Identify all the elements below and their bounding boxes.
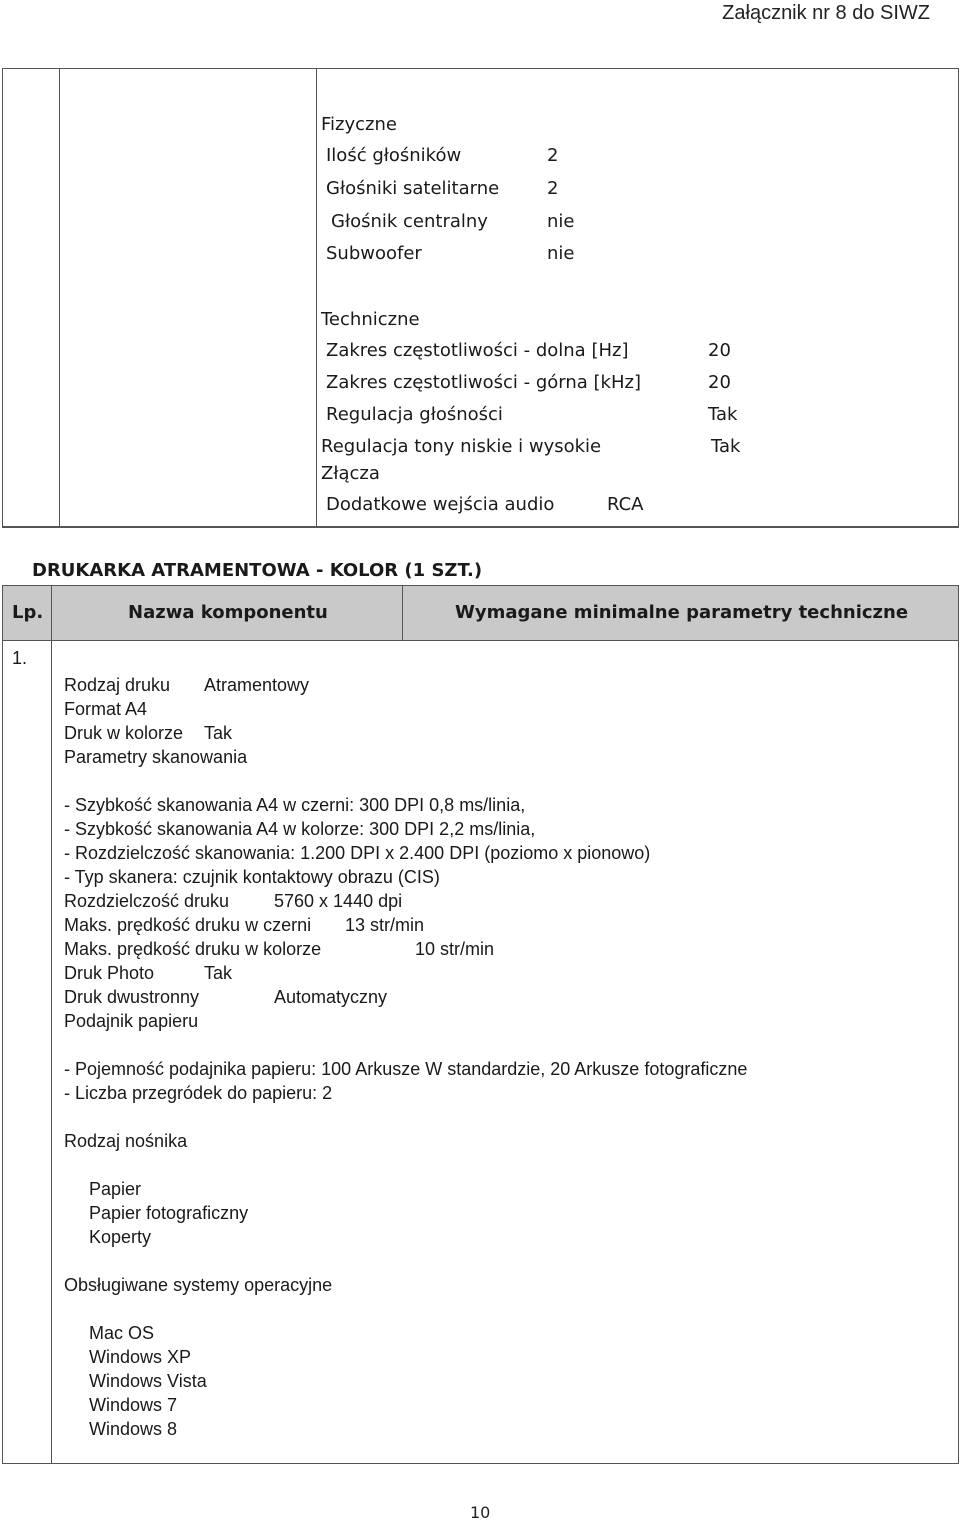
column-divider bbox=[51, 640, 52, 1463]
spec-value: 2 bbox=[547, 145, 559, 166]
spec-label: Regulacja głośności bbox=[326, 404, 503, 425]
spec-value: 20 bbox=[708, 372, 731, 393]
print-type-value: Atramentowy bbox=[204, 675, 310, 695]
speed-color-label: Maks. prędkość druku w kolorze bbox=[64, 939, 322, 959]
header-params: Wymagane minimalne parametry techniczne bbox=[455, 602, 909, 623]
scan-line: - Szybkość skanowania A4 w czerni: 300 DPI 0,8 ms/linia, bbox=[64, 795, 526, 815]
spec-label: Zakres częstotliwości - górna [kHz] bbox=[326, 372, 641, 393]
header-lp: Lp. bbox=[12, 602, 44, 623]
format-line: Format A4 bbox=[64, 699, 148, 719]
spec-value: 2 bbox=[547, 178, 559, 199]
section-title: DRUKARKA ATRAMENTOWA - KOLOR (1 SZT.) bbox=[32, 560, 483, 581]
connectors-heading: Złącza bbox=[321, 463, 380, 484]
feeder-heading: Podajnik papieru bbox=[64, 1011, 199, 1031]
component-cell bbox=[59, 69, 317, 526]
spec-value: nie bbox=[547, 243, 575, 264]
physical-heading: Fizyczne bbox=[321, 114, 397, 135]
color-value: Tak bbox=[204, 723, 233, 743]
scan-heading: Parametry skanowania bbox=[64, 747, 248, 767]
resolution-label: Rozdzielczość druku bbox=[64, 891, 230, 911]
feeder-line: - Liczba przegródek do papieru: 2 bbox=[64, 1083, 333, 1103]
resolution-value: 5760 x 1440 dpi bbox=[274, 891, 403, 911]
duplex-label: Druk dwustronny bbox=[64, 987, 200, 1007]
lp-cell bbox=[3, 69, 59, 526]
speed-black-label: Maks. prędkość druku w czerni bbox=[64, 915, 312, 935]
os-heading: Obsługiwane systemy operacyjne bbox=[64, 1275, 333, 1295]
speed-color-value: 10 str/min bbox=[415, 939, 495, 959]
duplex-value: Automatyczny bbox=[274, 987, 388, 1007]
spec-label: Głośniki satelitarne bbox=[326, 178, 500, 199]
media-item: Papier fotograficzny bbox=[89, 1203, 249, 1223]
spec-label: Zakres częstotliwości - dolna [Hz] bbox=[326, 340, 629, 361]
speaker-spec-table bbox=[2, 68, 959, 528]
spec-label: Subwoofer bbox=[326, 243, 422, 264]
os-item: Windows 8 bbox=[89, 1419, 178, 1439]
spec-value: Tak bbox=[711, 436, 741, 457]
scan-line: - Rozdzielczość skanowania: 1.200 DPI x 2.400 DPI (poziomo x pionowo) bbox=[64, 843, 651, 863]
os-item: Windows XP bbox=[89, 1347, 192, 1367]
os-item: Windows Vista bbox=[89, 1371, 207, 1391]
media-item: Papier bbox=[89, 1179, 142, 1199]
color-label: Druk w kolorze bbox=[64, 723, 184, 743]
header-component: Nazwa komponentu bbox=[128, 602, 328, 623]
spec-value: RCA bbox=[607, 494, 644, 515]
row-number: 1. bbox=[12, 648, 28, 668]
os-item: Mac OS bbox=[89, 1323, 155, 1343]
os-item: Windows 7 bbox=[89, 1395, 178, 1415]
spec-value: Tak bbox=[708, 404, 738, 425]
technical-heading: Techniczne bbox=[321, 309, 420, 330]
attachment-note: Załącznik nr 8 do SIWZ bbox=[722, 2, 930, 24]
page-number: 10 bbox=[470, 1503, 491, 1522]
photo-value: Tak bbox=[204, 963, 233, 983]
spec-label: Regulacja tony niskie i wysokie bbox=[321, 436, 602, 457]
spec-label: Głośnik centralny bbox=[331, 211, 488, 232]
spec-label: Dodatkowe wejścia audio bbox=[326, 494, 555, 515]
spec-value: 20 bbox=[708, 340, 731, 361]
column-divider bbox=[402, 586, 403, 640]
column-divider bbox=[51, 586, 52, 640]
scan-line: - Typ skanera: czujnik kontaktowy obrazu (CIS) bbox=[64, 867, 440, 887]
feeder-line: - Pojemność podajnika papieru: 100 Arkusze W standardzie, 20 Arkusze fotograficzne bbox=[64, 1059, 748, 1079]
scan-line: - Szybkość skanowania A4 w kolorze: 300 DPI 2,2 ms/linia, bbox=[64, 819, 536, 839]
media-heading: Rodzaj nośnika bbox=[64, 1131, 188, 1151]
spec-label: Ilość głośników bbox=[326, 145, 462, 166]
speed-black-value: 13 str/min bbox=[345, 915, 425, 935]
photo-label: Druk Photo bbox=[64, 963, 155, 983]
spec-value: nie bbox=[547, 211, 575, 232]
media-item: Koperty bbox=[89, 1227, 152, 1247]
print-type-label: Rodzaj druku bbox=[64, 675, 171, 695]
